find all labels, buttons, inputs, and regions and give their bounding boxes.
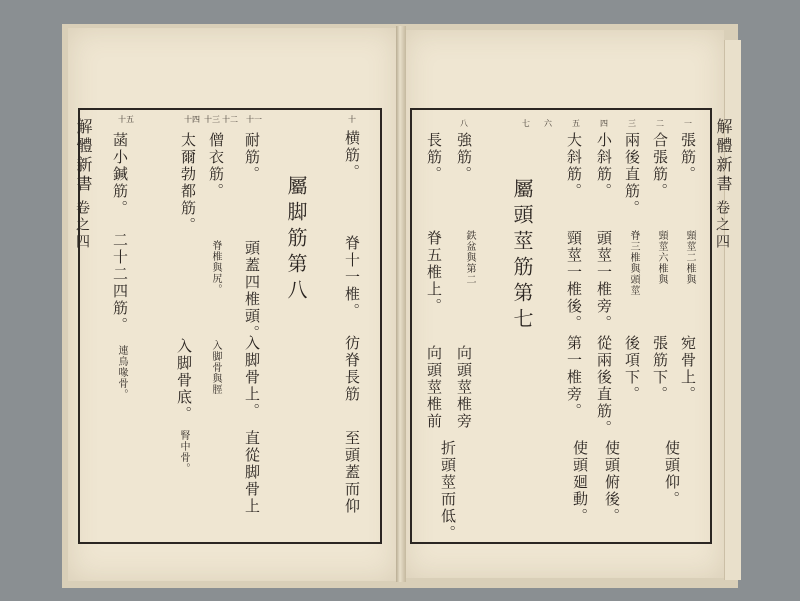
left-col-5: 耐筋。 [243,132,261,183]
left-col-4: 至頭蓋而仰 [343,430,361,515]
right-col-15: 第一椎旁。 [565,335,583,420]
left-item-number: 十五 [118,115,134,124]
right-col-10: 小斜筋。 [595,132,613,200]
left-item-number: 十一 [246,115,262,124]
right-col-2: 頸莖二椎與 [684,230,695,285]
left-col-14: 腎中骨。 [178,430,189,474]
right-col-4: 合張筋。 [651,132,669,200]
right-col-19: 長筋。 [425,132,443,183]
right-margin-title: 解體新書 [714,118,733,194]
right-col-16: 強筋。 [455,132,473,183]
right-col-1: 張筋。 [679,132,697,183]
right-item-number: 八 [460,119,468,128]
right-col-6: 張筋下。 [651,335,669,403]
right-item-number: 六 [544,119,552,128]
left-col-1: 横筋。 [343,130,361,181]
left-item-number: 十四 [184,115,200,124]
right-item-number: 四 [600,119,608,128]
left-item-number: 十二 [222,115,238,124]
left-section-title: 屬脚筋第八 [284,175,308,305]
right-col-17: 鉄盆與第二 [464,230,475,285]
right-col-14: 頸莖一椎後。 [565,230,583,332]
right-col-5: 頸莖六椎與 [656,230,667,285]
left-col-15: 菡小鍼筋。 [111,132,129,217]
right-col-12: 從兩後直筋。 [595,335,613,437]
right-col-7: 兩後直筋。 [623,132,641,217]
left-col-13: 入脚骨底。 [175,338,193,423]
left-col-3: 彷脊長筋 [343,335,361,403]
right-margin-volume: 卷之四 [714,200,730,251]
left-margin-title: 解體新書 [74,118,93,194]
right-section-title: 屬頭莖筋第七 [510,178,534,334]
right-col-25: 折頭莖而低。 [439,440,457,542]
book-gutter [396,26,406,582]
left-col-17: 連鳥喙骨。 [116,345,127,400]
left-col-9: 僧衣筋。 [207,132,225,200]
right-col-21: 向頭莖椎前 [425,345,443,430]
left-col-2: 脊十一椎。 [343,235,361,320]
left-item-number: 十 [348,115,356,124]
right-col-24: 使頭廻動。 [571,440,589,525]
right-col-20: 脊五椎上。 [425,230,443,315]
left-col-12: 太爾勃都筋。 [179,132,197,234]
left-col-11: 入脚骨與脛 [210,340,221,395]
left-col-6: 頭蓋四椎頭。 [243,240,261,342]
left-col-16: 二十二四筋。 [111,232,129,334]
left-col-8: 直從脚骨上 [243,430,261,515]
left-col-7: 入脚骨上。 [243,335,261,420]
right-col-8: 脊三椎與頭莖 [628,230,639,296]
right-item-number: 七 [522,119,530,128]
left-margin-volume: 卷之四 [74,200,90,251]
right-col-23: 使頭俯後。 [603,440,621,525]
right-col-3: 宛骨上。 [679,335,697,403]
right-col-18: 向頭莖椎旁 [455,345,473,430]
right-col-11: 頭莖一椎旁。 [595,230,613,332]
right-item-number: 二 [656,119,664,128]
left-col-10: 脊椎與尻。 [210,240,221,295]
right-item-number: 五 [572,119,580,128]
right-item-number: 三 [628,119,636,128]
right-col-22: 使頭仰。 [663,440,681,508]
right-col-9: 後項下。 [623,335,641,403]
left-item-number: 十三 [204,115,220,124]
right-item-number: 一 [684,119,692,128]
right-col-13: 大斜筋。 [565,132,583,200]
